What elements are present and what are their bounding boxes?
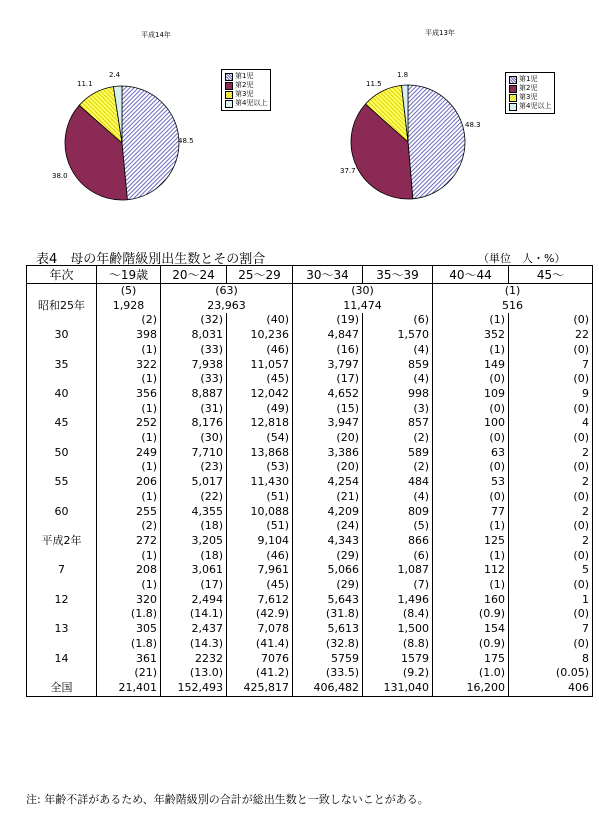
col-header: 30～34: [293, 266, 363, 284]
table-cell: 40: [27, 387, 97, 402]
table-cell: (0): [509, 313, 593, 328]
table-cell: (0): [433, 372, 509, 387]
table-cell: 252: [97, 416, 161, 431]
table-cell: (0.9): [433, 607, 509, 622]
table-cell: [27, 343, 97, 358]
table-row: [27, 652, 593, 667]
table-cell: (1): [97, 372, 161, 387]
table-cell: 154: [433, 622, 509, 637]
table-cell: (33.5): [293, 666, 363, 681]
table-cell: (1): [433, 578, 509, 593]
col-header: 40～44: [433, 266, 509, 284]
table-cell: 322: [97, 358, 161, 373]
table-cell: (1): [97, 549, 161, 564]
table-cell: 11,430: [227, 475, 293, 490]
table-cell: 152,493: [161, 681, 227, 696]
table-cell: 7: [509, 622, 593, 637]
table-cell: 全国: [27, 681, 97, 696]
legend-label: 第4児以上: [519, 102, 552, 110]
table-cell: 7,961: [227, 563, 293, 578]
table-cell: (14.1): [161, 607, 227, 622]
table-header-row: [27, 266, 593, 284]
table-cell: (9.2): [363, 666, 433, 681]
table-cell: 3,386: [293, 446, 363, 461]
table-cell: 23,963: [161, 299, 293, 314]
table-cell: 53: [433, 475, 509, 490]
table-cell: 2: [509, 446, 593, 461]
pie-slice-1: [122, 86, 179, 200]
table-cell: 50: [27, 446, 97, 461]
table-cell: 249: [97, 446, 161, 461]
table-cell: (0): [509, 637, 593, 652]
table-row: [27, 284, 593, 299]
pie-legend-h14: [221, 69, 271, 111]
table-cell: (0): [509, 549, 593, 564]
table-cell: (46): [227, 549, 293, 564]
table-row: [27, 666, 593, 681]
table-cell: (1): [433, 519, 509, 534]
pie-title-h13: 平成13年: [425, 29, 455, 37]
table-cell: 272: [97, 534, 161, 549]
legend-label: 第3児: [519, 93, 538, 101]
swatch-third: [509, 94, 517, 102]
legend-label: 第2児: [519, 84, 538, 92]
table-cell: (0): [433, 431, 509, 446]
table-row: [27, 593, 593, 608]
table-cell: 60: [27, 505, 97, 520]
table-cell: 1,928: [97, 299, 161, 314]
table-cell: 1,570: [363, 328, 433, 343]
table-cell: 45: [27, 416, 97, 431]
table-cell: 2: [509, 475, 593, 490]
col-header: 45～: [509, 266, 593, 284]
table-cell: (4): [363, 490, 433, 505]
legend-item: [225, 99, 267, 108]
table-cell: 2,437: [161, 622, 227, 637]
table-cell: 1: [509, 593, 593, 608]
table-cell: 3,061: [161, 563, 227, 578]
pie-title-h14: 平成14年: [141, 31, 171, 39]
table-cell: 9,104: [227, 534, 293, 549]
table-cell: (20): [293, 460, 363, 475]
table-row: [27, 622, 593, 637]
table-cell: (0): [433, 460, 509, 475]
table-note: 注: 年齢不詳があるため、年齢階級別の合計が総出生数と一致しないことがある。: [26, 793, 429, 806]
table-cell: [27, 431, 97, 446]
table-cell: 22: [509, 328, 593, 343]
table-cell: 7,612: [227, 593, 293, 608]
table-cell: 406: [509, 681, 593, 696]
table-row: [27, 299, 593, 314]
table-row: [27, 505, 593, 520]
pie-chart-h14: [64, 85, 180, 201]
table-cell: 406,482: [293, 681, 363, 696]
table-cell: (24): [293, 519, 363, 534]
table-cell: 7,710: [161, 446, 227, 461]
table-cell: 356: [97, 387, 161, 402]
table-cell: 4: [509, 416, 593, 431]
table-cell: (21): [97, 666, 161, 681]
table-cell: 13: [27, 622, 97, 637]
table-row: [27, 446, 593, 461]
table-cell: 149: [433, 358, 509, 373]
table-row: [27, 578, 593, 593]
table-cell: (2): [363, 460, 433, 475]
table-cell: 3,205: [161, 534, 227, 549]
legend-item: [225, 72, 267, 81]
table-cell: (6): [363, 313, 433, 328]
table-row: [27, 637, 593, 652]
table-cell: (17): [161, 578, 227, 593]
table-cell: [27, 372, 97, 387]
table-cell: 5,017: [161, 475, 227, 490]
table-cell: (0): [433, 490, 509, 505]
legend-item: [509, 102, 551, 111]
pie-label-first: 48.5: [178, 137, 194, 145]
table-cell: 7076: [227, 652, 293, 667]
table-cell: [27, 578, 97, 593]
table-cell: 1579: [363, 652, 433, 667]
table-cell: 125: [433, 534, 509, 549]
table-cell: (1): [433, 549, 509, 564]
table-row: [27, 490, 593, 505]
swatch-fourth: [509, 103, 517, 111]
table-cell: (2): [97, 519, 161, 534]
table-cell: 1,087: [363, 563, 433, 578]
table-cell: 425,817: [227, 681, 293, 696]
swatch-second: [225, 82, 233, 90]
table-cell: [27, 637, 97, 652]
table-cell: 809: [363, 505, 433, 520]
table-cell: 5,643: [293, 593, 363, 608]
table-cell: 484: [363, 475, 433, 490]
table-cell: (30): [293, 284, 433, 299]
legend-label: 第1児: [519, 75, 538, 83]
table-cell: (40): [227, 313, 293, 328]
table-cell: (41.4): [227, 637, 293, 652]
table-cell: 35: [27, 358, 97, 373]
table-cell: (29): [293, 549, 363, 564]
table-cell: (46): [227, 343, 293, 358]
table-cell: (33): [161, 372, 227, 387]
legend-item: [225, 81, 267, 90]
table-cell: 77: [433, 505, 509, 520]
swatch-third: [225, 91, 233, 99]
table-cell: (1): [97, 460, 161, 475]
table-cell: 175: [433, 652, 509, 667]
pie-label-fourth: 1.8: [397, 71, 409, 79]
table-cell: (5): [97, 284, 161, 299]
table-cell: 21,401: [97, 681, 161, 696]
table-cell: (21): [293, 490, 363, 505]
table-cell: (1.0): [433, 666, 509, 681]
table-cell: [27, 607, 97, 622]
table-cell: 361: [97, 652, 161, 667]
table-row: [27, 313, 593, 328]
table-cell: 5759: [293, 652, 363, 667]
legend-label: 第3児: [235, 90, 254, 98]
pie-chart-h13: [350, 84, 466, 200]
table-row: [27, 343, 593, 358]
table-cell: (19): [293, 313, 363, 328]
table-cell: (1): [97, 490, 161, 505]
table-cell: (0): [509, 372, 593, 387]
table-cell: (1): [97, 431, 161, 446]
table-cell: (15): [293, 402, 363, 417]
table-cell: [27, 666, 97, 681]
table-row: [27, 402, 593, 417]
table-cell: (31): [161, 402, 227, 417]
table-cell: 10,236: [227, 328, 293, 343]
legend-label: 第1児: [235, 72, 254, 80]
table-cell: 10,088: [227, 505, 293, 520]
table-cell: (7): [363, 578, 433, 593]
table-cell: (14.3): [161, 637, 227, 652]
table-cell: (6): [363, 549, 433, 564]
birth-table: [26, 265, 593, 697]
table-cell: 4,652: [293, 387, 363, 402]
table-cell: (18): [161, 549, 227, 564]
table-cell: 12,042: [227, 387, 293, 402]
table-cell: (54): [227, 431, 293, 446]
table-cell: [27, 313, 97, 328]
table-cell: 516: [433, 299, 593, 314]
table-cell: (8.8): [363, 637, 433, 652]
table-cell: 3,797: [293, 358, 363, 373]
table-cell: 160: [433, 593, 509, 608]
table-cell: 8,887: [161, 387, 227, 402]
table-cell: 352: [433, 328, 509, 343]
table-cell: (45): [227, 372, 293, 387]
table-cell: 2,494: [161, 593, 227, 608]
table-cell: (29): [293, 578, 363, 593]
legend-label: 第4児以上: [235, 99, 268, 107]
pie-label-first: 48.3: [465, 121, 481, 129]
table-cell: (0): [509, 402, 593, 417]
table-row: [27, 387, 593, 402]
table-cell: [27, 402, 97, 417]
table-cell: 112: [433, 563, 509, 578]
table-cell: (0): [433, 402, 509, 417]
legend-item: [225, 90, 267, 99]
table-cell: 30: [27, 328, 97, 343]
table-cell: 305: [97, 622, 161, 637]
legend-label: 第2児: [235, 81, 254, 89]
table-row: [27, 549, 593, 564]
pie-label-third: 11.1: [77, 80, 93, 88]
table-cell: (5): [363, 519, 433, 534]
table-row: [27, 372, 593, 387]
table-cell: 1,500: [363, 622, 433, 637]
table-cell: (1): [433, 343, 509, 358]
table-cell: 1,496: [363, 593, 433, 608]
table-cell: (32.8): [293, 637, 363, 652]
pie-label-second: 38.0: [52, 172, 68, 180]
table-cell: 平成2年: [27, 534, 97, 549]
table-cell: (30): [161, 431, 227, 446]
table-cell: 398: [97, 328, 161, 343]
table-cell: (63): [161, 284, 293, 299]
table-cell: 7: [27, 563, 97, 578]
pie-legend-h13: [505, 72, 555, 114]
table-cell: (0.05): [509, 666, 593, 681]
table-cell: (42.9): [227, 607, 293, 622]
table-cell: 11,057: [227, 358, 293, 373]
table-cell: (1): [97, 578, 161, 593]
table-cell: [27, 490, 97, 505]
table-cell: 16,200: [433, 681, 509, 696]
legend-item: [509, 75, 551, 84]
table-cell: 7,078: [227, 622, 293, 637]
table-cell: 4,847: [293, 328, 363, 343]
table-cell: (49): [227, 402, 293, 417]
table-row: [27, 328, 593, 343]
table-title: 表4 母の年齢階級別出生数とその割合: [36, 252, 266, 267]
table-cell: (20): [293, 431, 363, 446]
table-cell: 866: [363, 534, 433, 549]
table-cell: (1): [97, 402, 161, 417]
table-cell: (45): [227, 578, 293, 593]
table-cell: [27, 549, 97, 564]
table-cell: (4): [363, 372, 433, 387]
table-row: [27, 460, 593, 475]
table-row: [27, 416, 593, 431]
table-cell: 998: [363, 387, 433, 402]
table-cell: 5: [509, 563, 593, 578]
table-cell: 63: [433, 446, 509, 461]
table-cell: (1.8): [97, 607, 161, 622]
table-cell: (22): [161, 490, 227, 505]
table-cell: (4): [363, 343, 433, 358]
table-cell: (41.2): [227, 666, 293, 681]
table-cell: 12,818: [227, 416, 293, 431]
legend-item: [509, 93, 551, 102]
table-cell: (32): [161, 313, 227, 328]
table-cell: [27, 519, 97, 534]
table-cell: 2: [509, 534, 593, 549]
table-cell: 3,947: [293, 416, 363, 431]
table-cell: (23): [161, 460, 227, 475]
table-cell: 100: [433, 416, 509, 431]
table-cell: [27, 284, 97, 299]
table-cell: (2): [363, 431, 433, 446]
legend-item: [509, 84, 551, 93]
swatch-second: [509, 85, 517, 93]
table-row: [27, 607, 593, 622]
table-cell: 857: [363, 416, 433, 431]
table-row: [27, 519, 593, 534]
col-header: 25～29: [227, 266, 293, 284]
table-row-total: [27, 681, 593, 696]
table-cell: 昭和25年: [27, 299, 97, 314]
table-cell: 255: [97, 505, 161, 520]
table-cell: (0): [509, 578, 593, 593]
table-cell: (0): [509, 607, 593, 622]
table-cell: 11,474: [293, 299, 433, 314]
table-cell: (0): [509, 460, 593, 475]
table-cell: 4,355: [161, 505, 227, 520]
table-row: [27, 563, 593, 578]
table-cell: (53): [227, 460, 293, 475]
table-cell: 55: [27, 475, 97, 490]
table-cell: (3): [363, 402, 433, 417]
table-cell: (0): [509, 431, 593, 446]
table-cell: 208: [97, 563, 161, 578]
table-cell: 8: [509, 652, 593, 667]
table-row: [27, 431, 593, 446]
table-cell: (1): [97, 343, 161, 358]
table-unit: （単位 人・%）: [478, 252, 566, 265]
pie-label-second: 37.7: [340, 167, 356, 175]
table-cell: 8,031: [161, 328, 227, 343]
table-cell: 7,938: [161, 358, 227, 373]
table-cell: 5,613: [293, 622, 363, 637]
table-cell: (0): [509, 519, 593, 534]
swatch-fourth: [225, 100, 233, 108]
table-cell: 4,343: [293, 534, 363, 549]
table-cell: 109: [433, 387, 509, 402]
pie-slice-1: [408, 85, 465, 199]
table-row: [27, 475, 593, 490]
table-cell: (0): [509, 490, 593, 505]
table-cell: (17): [293, 372, 363, 387]
col-header: ～19歳: [97, 266, 161, 284]
table-cell: (33): [161, 343, 227, 358]
swatch-first: [225, 73, 233, 81]
table-cell: 320: [97, 593, 161, 608]
table-cell: 14: [27, 652, 97, 667]
table-row: [27, 358, 593, 373]
pie-label-third: 11.5: [366, 80, 382, 88]
table-cell: (51): [227, 490, 293, 505]
table-row: [27, 534, 593, 549]
col-header: 年次: [27, 266, 97, 284]
col-header: 35～39: [363, 266, 433, 284]
table-cell: (18): [161, 519, 227, 534]
table-cell: 589: [363, 446, 433, 461]
table-cell: (13.0): [161, 666, 227, 681]
table-cell: 4,254: [293, 475, 363, 490]
table-cell: (1.8): [97, 637, 161, 652]
table-cell: (16): [293, 343, 363, 358]
table-cell: 5,066: [293, 563, 363, 578]
table-cell: 206: [97, 475, 161, 490]
table-cell: (2): [97, 313, 161, 328]
table-cell: (0): [509, 343, 593, 358]
table-cell: (1): [433, 313, 509, 328]
table-cell: 13,868: [227, 446, 293, 461]
table-cell: 12: [27, 593, 97, 608]
pie-label-fourth: 2.4: [109, 71, 121, 79]
table-cell: 2232: [161, 652, 227, 667]
table-cell: (31.8): [293, 607, 363, 622]
table-cell: 9: [509, 387, 593, 402]
table-cell: 131,040: [363, 681, 433, 696]
table-cell: 8,176: [161, 416, 227, 431]
table-cell: 4,209: [293, 505, 363, 520]
table-cell: (0.9): [433, 637, 509, 652]
table-cell: 7: [509, 358, 593, 373]
col-header: 20～24: [161, 266, 227, 284]
swatch-first: [509, 76, 517, 84]
table-cell: 2: [509, 505, 593, 520]
table-cell: [27, 460, 97, 475]
table-cell: (1): [433, 284, 593, 299]
table-cell: 859: [363, 358, 433, 373]
table-cell: (8.4): [363, 607, 433, 622]
table-cell: (51): [227, 519, 293, 534]
